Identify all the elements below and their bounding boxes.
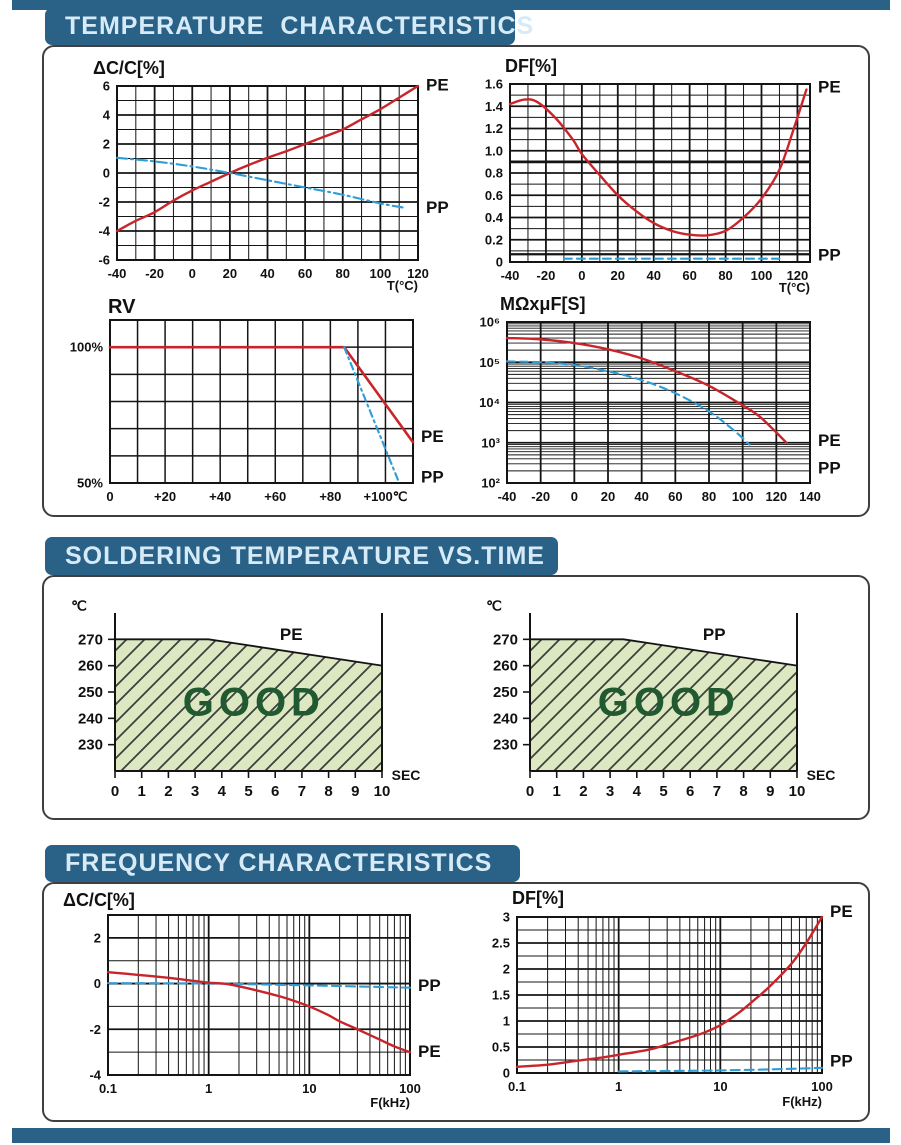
svg-text:3: 3: [605, 783, 615, 800]
svg-text:230: 230: [492, 736, 518, 754]
svg-text:GOOD: GOOD: [597, 680, 740, 725]
chart-soldering-pe: [60, 598, 460, 803]
chart-df-vs-temperature: [460, 54, 872, 306]
svg-text:0.2: 0.2: [484, 232, 503, 248]
svg-text:40: 40: [646, 268, 661, 283]
svg-text:250: 250: [492, 684, 518, 701]
svg-text:PE: PE: [418, 1042, 441, 1062]
svg-text:260: 260: [492, 657, 518, 675]
svg-text:0: 0: [110, 783, 120, 800]
svg-text:4: 4: [102, 107, 110, 123]
svg-text:PE: PE: [818, 77, 841, 97]
svg-text:PP: PP: [426, 197, 449, 217]
bottom-accent-bar: [12, 1128, 890, 1143]
svg-text:0: 0: [495, 254, 503, 270]
svg-text:SEC: SEC: [806, 767, 836, 784]
svg-text:2: 2: [579, 783, 588, 800]
svg-text:0.5: 0.5: [491, 1039, 510, 1055]
svg-text:5: 5: [659, 783, 668, 800]
svg-text:20: 20: [600, 489, 616, 504]
svg-text:0.8: 0.8: [484, 165, 503, 181]
svg-text:8: 8: [739, 783, 748, 800]
svg-text:50%: 50%: [76, 475, 103, 491]
svg-text:℃: ℃: [71, 598, 87, 614]
svg-text:10⁴: 10⁴: [479, 395, 500, 410]
svg-text:PP: PP: [818, 245, 841, 265]
svg-text:10²: 10²: [481, 475, 500, 491]
x-axis-label: T(°C): [778, 280, 810, 295]
svg-text:10⁶: 10⁶: [479, 314, 500, 330]
svg-text:7: 7: [712, 783, 722, 800]
svg-text:100: 100: [750, 268, 773, 283]
svg-text:-20: -20: [536, 268, 556, 283]
svg-text:0: 0: [106, 489, 114, 504]
svg-text:100: 100: [369, 266, 392, 281]
svg-text:240: 240: [77, 710, 103, 728]
svg-text:1: 1: [137, 783, 146, 800]
svg-text:PP: PP: [702, 624, 726, 644]
solder-pp-canvas: [475, 598, 872, 803]
svg-text:1.2: 1.2: [484, 121, 503, 136]
freq-df-canvas: [462, 886, 877, 1110]
freq-dcc-canvas: [55, 888, 475, 1110]
svg-text:1.0: 1.0: [484, 143, 503, 159]
chart-title: ΔC/C[%]: [93, 58, 165, 78]
svg-text:-4: -4: [98, 223, 110, 239]
svg-text:+100℃: +100℃: [363, 489, 408, 504]
svg-text:PP: PP: [421, 467, 444, 487]
svg-text:0.4: 0.4: [484, 210, 503, 225]
svg-text:6: 6: [102, 78, 110, 94]
svg-text:3: 3: [502, 909, 510, 925]
svg-text:40: 40: [634, 489, 649, 504]
svg-text:80: 80: [718, 268, 733, 283]
svg-text:10: 10: [373, 783, 391, 800]
chart-df-vs-frequency: [462, 886, 877, 1110]
svg-text:20: 20: [610, 268, 626, 283]
chart-title: ΔC/C[%]: [63, 890, 135, 910]
svg-text:250: 250: [77, 684, 103, 701]
svg-text:SEC: SEC: [391, 767, 421, 784]
svg-text:4: 4: [632, 783, 641, 800]
svg-text:60: 60: [668, 489, 683, 504]
svg-text:1: 1: [552, 783, 561, 800]
svg-text:0: 0: [502, 1065, 510, 1081]
temp-df-canvas: [460, 54, 872, 306]
svg-text:PE: PE: [279, 624, 303, 644]
chart-capacitance-vs-frequency: [55, 888, 475, 1110]
section-header-temperature: TEMPERATURE CHARACTERISTICS: [45, 8, 515, 45]
svg-text:10⁵: 10⁵: [479, 354, 500, 370]
svg-text:230: 230: [77, 736, 103, 754]
svg-text:GOOD: GOOD: [182, 680, 325, 725]
svg-text:1: 1: [615, 1079, 623, 1094]
svg-text:10: 10: [713, 1079, 728, 1094]
chart-title: MΩxμF[S]: [500, 294, 586, 314]
svg-text:5: 5: [244, 783, 253, 800]
svg-text:270: 270: [492, 631, 518, 649]
svg-text:-20: -20: [531, 489, 551, 504]
svg-text:-6: -6: [98, 252, 110, 268]
svg-text:-40: -40: [107, 266, 127, 281]
svg-text:-2: -2: [98, 194, 110, 210]
svg-text:10: 10: [302, 1081, 317, 1096]
svg-text:2: 2: [102, 136, 110, 152]
svg-text:2.5: 2.5: [491, 935, 510, 951]
svg-text:1: 1: [205, 1081, 213, 1096]
svg-text:40: 40: [260, 266, 275, 281]
svg-text:10: 10: [788, 783, 806, 800]
svg-text:60: 60: [682, 268, 697, 283]
section-header-soldering: SOLDERING TEMPERATURE VS.TIME: [45, 537, 558, 575]
svg-text:20: 20: [222, 266, 238, 281]
temp-dcc-canvas: [57, 56, 502, 306]
svg-text:PE: PE: [421, 426, 444, 446]
svg-text:9: 9: [766, 783, 775, 800]
svg-text:2: 2: [164, 783, 173, 800]
svg-text:8: 8: [324, 783, 333, 800]
svg-text:PP: PP: [418, 975, 441, 995]
svg-text:120: 120: [407, 266, 429, 281]
svg-text:0.1: 0.1: [507, 1079, 527, 1094]
svg-text:PE: PE: [818, 431, 841, 451]
svg-text:4: 4: [217, 783, 226, 800]
svg-text:80: 80: [701, 489, 717, 504]
svg-text:270: 270: [77, 631, 103, 649]
chart-title: RV: [108, 296, 136, 318]
svg-text:1.5: 1.5: [491, 987, 510, 1003]
ir-canvas: [455, 294, 872, 511]
svg-text:0: 0: [525, 783, 535, 800]
svg-text:+80: +80: [319, 489, 342, 504]
svg-text:+60: +60: [264, 489, 287, 504]
svg-text:0: 0: [570, 489, 578, 504]
svg-text:-40: -40: [500, 268, 520, 283]
svg-text:140: 140: [799, 489, 821, 504]
rv-canvas: [50, 296, 490, 511]
svg-text:9: 9: [351, 783, 360, 800]
svg-text:100: 100: [399, 1081, 421, 1096]
svg-text:120: 120: [765, 489, 788, 504]
chart-capacitance-vs-temperature: [57, 56, 502, 306]
svg-text:PP: PP: [818, 458, 841, 478]
svg-text:60: 60: [297, 266, 313, 281]
section-header-frequency: FREQUENCY CHARACTERISTICS: [45, 845, 520, 882]
chart-insulation-resistance-vs-temperature: [455, 294, 872, 511]
svg-text:100: 100: [811, 1079, 833, 1094]
svg-text:+20: +20: [154, 489, 177, 504]
svg-text:℃: ℃: [486, 598, 502, 614]
svg-text:PE: PE: [830, 901, 853, 921]
svg-text:6: 6: [271, 783, 280, 800]
svg-text:0: 0: [93, 976, 101, 992]
svg-text:100: 100: [731, 489, 754, 504]
svg-text:-20: -20: [145, 266, 165, 281]
svg-text:0: 0: [102, 165, 110, 181]
svg-text:0: 0: [578, 268, 586, 283]
svg-text:240: 240: [492, 710, 518, 728]
svg-text:0.1: 0.1: [98, 1081, 118, 1096]
svg-text:2: 2: [93, 930, 101, 946]
svg-text:PP: PP: [830, 1051, 853, 1071]
chart-soldering-pp: [475, 598, 872, 803]
x-axis-label: F(kHz): [782, 1094, 822, 1109]
svg-text:120: 120: [786, 268, 809, 283]
svg-text:+40: +40: [209, 489, 232, 504]
svg-text:0.6: 0.6: [484, 187, 503, 203]
svg-text:-4: -4: [89, 1067, 101, 1083]
svg-text:1: 1: [502, 1013, 510, 1029]
x-axis-label: T(°C): [386, 278, 418, 293]
svg-text:1.4: 1.4: [484, 98, 503, 114]
chart-rated-voltage-vs-temperature: [50, 296, 490, 511]
svg-text:0: 0: [188, 266, 196, 281]
svg-text:-2: -2: [89, 1021, 101, 1037]
chart-title: DF[%]: [512, 888, 564, 908]
svg-text:PE: PE: [426, 75, 449, 95]
svg-text:260: 260: [77, 657, 103, 675]
svg-text:80: 80: [335, 266, 350, 281]
svg-text:-40: -40: [497, 489, 517, 504]
svg-text:100%: 100%: [69, 339, 103, 355]
svg-text:6: 6: [686, 783, 695, 800]
svg-text:2: 2: [502, 961, 510, 977]
svg-text:7: 7: [297, 783, 307, 800]
svg-text:1.6: 1.6: [484, 76, 503, 92]
solder-pe-canvas: [60, 598, 460, 803]
x-axis-label: F(kHz): [370, 1095, 410, 1110]
svg-text:3: 3: [190, 783, 200, 800]
svg-text:10³: 10³: [481, 435, 500, 451]
chart-title: DF[%]: [505, 56, 557, 76]
